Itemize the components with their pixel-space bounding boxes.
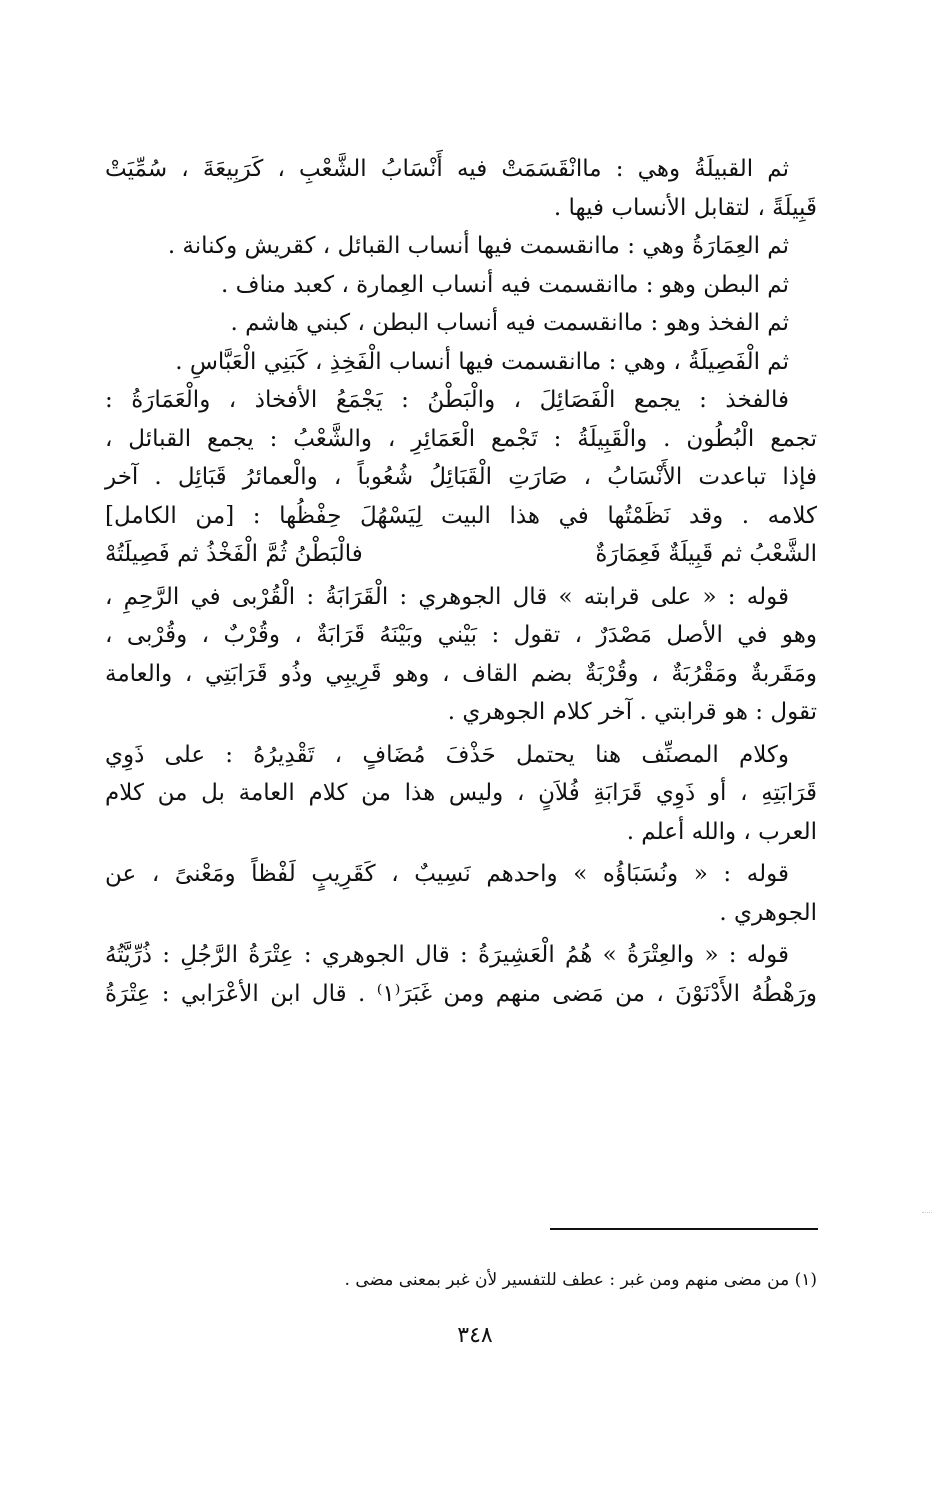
text-line: قَبِيلَةً ، لتقابل الأنساب فيها . — [553, 194, 817, 221]
main-text-block — [105, 150, 817, 1013]
page-number: ٣٤٨ — [457, 1323, 493, 1348]
text-line: تقول : هو قرابتي . آخر كلام الجوهري . — [447, 699, 817, 725]
footnote: (١) من مضى منهم ومن غبر : عطف للتفسير لأن غبر بمعنى مضى . — [344, 1270, 817, 1290]
text-line: قوله : « على قرابته » قال الجوهري : الْقَرَابَةُ : الْقُرْبى في الرَّحِمِ ، — [105, 583, 789, 610]
text-line: ثم العِمَارَةُ وهي : ماانقسمت فيها أنساب القبائل ، كقريش وكنانة . — [167, 233, 789, 259]
text-line: وكلام المصنِّف هنا يحتمل حَذْفَ مُضَافٍ ، تَقْدِيرُهُ : على ذَوِي — [105, 741, 789, 768]
verse-first-hemistich: الشَّعْبُ ثم قَبِيلَةٌ فَعِمَارَةٌ — [595, 541, 817, 567]
text-line: ثم الْفَصِيلَةُ ، وهي : ماانقسمت فيها أنساب الْفَخِذِ ، كَبَنِي الْعَبَّاسِ . — [175, 348, 789, 375]
text-line: قَرَابَتِهِ ، أو ذَوِي قَرَابَةِ فُلاَنٍ ، وليس هذا من كلام العامة بل من كلام — [105, 780, 817, 806]
scan-margin-mark — [922, 1212, 932, 1213]
text-line: ثم الفخذ وهو : ماانقسمت فيه أنساب البطن ، كبني هاشم . — [230, 310, 789, 336]
text-line: وهو في الأصل مَصْدَرٌ ، تقول : بَيْني وبَيْنَهُ قَرَابَةٌ ، وقُرْبٌ ، وقُرْبى ، — [105, 622, 817, 648]
text-line: ورَهْطُهُ الأَدْنَوْنَ ، من مَضى منهم ومن غَبَرَ⁽١⁾ . قال ابن الأعْرَابي : عِتْرَةُ — [105, 980, 817, 1007]
poetry-verse — [105, 535, 817, 574]
text-line: فالفخذ : يجمع الْفَصَائِلَ ، والْبَطْنُ : يَجْمَعُ الأفخاذ ، والْعَمَارَةُ : — [105, 387, 789, 413]
footnote-separator — [550, 1228, 818, 1230]
text-line: كلامه . وقد نَظَمْتُها في هذا البيت لِيَسْهُلَ حِفْظُها : [من الكامل] — [105, 502, 817, 529]
text-line: ثم القبيلَةُ وهي : ماانْقَسَمَتْ فيه أَنْسَابُ الشَّعْبِ ، كَرَبِيعَةَ ، سُمِّيَتْ — [105, 156, 789, 182]
text-line: تجمع الْبُطُون . والْقَبِيلَةُ : تَجْمع الْعَمَائِرِ ، والشَّعْبُ : يجمع القبائل ، — [105, 425, 817, 452]
text-line: الجوهري . — [719, 899, 817, 926]
text-line: ومَقَربةٌ ومَقْرُبَةٌ ، وقُرْبَةٌ بضم القاف ، وهو قَرِيبِي وذُو قَرَابَتِي ، والعامة — [105, 660, 817, 687]
text-line: قوله : « ونُسَبَاؤُه » واحدهم نَسِيبٌ ، كَقَرِيبٍ لَفْظاً ومَعْنىً ، عن — [105, 861, 789, 887]
text-line: العرب ، والله أعلم . — [626, 818, 817, 845]
text-line: قوله : « والعِتْرَةُ » هُمُ الْعَشِيرَةُ : قال الجوهري : عِتْرَةُ الرَّجُلِ : ذُرِّيَّتُهُ — [105, 942, 789, 968]
verse-second-hemistich: فالْبَطْنُ ثُمَّ الْفَخْذُ ثم فَصِيلَتُهْ — [105, 541, 363, 567]
text-line: فإذا تباعدت الأَنْسَابُ ، صَارَتِ الْقَبَائِلُ شُعُوباً ، والْعمائرُ قَبَائِل . آخر — [105, 464, 817, 490]
text-line: ثم البطن وهو : ماانقسمت فيه أنساب العِمارة ، كعبد مناف . — [221, 271, 789, 298]
